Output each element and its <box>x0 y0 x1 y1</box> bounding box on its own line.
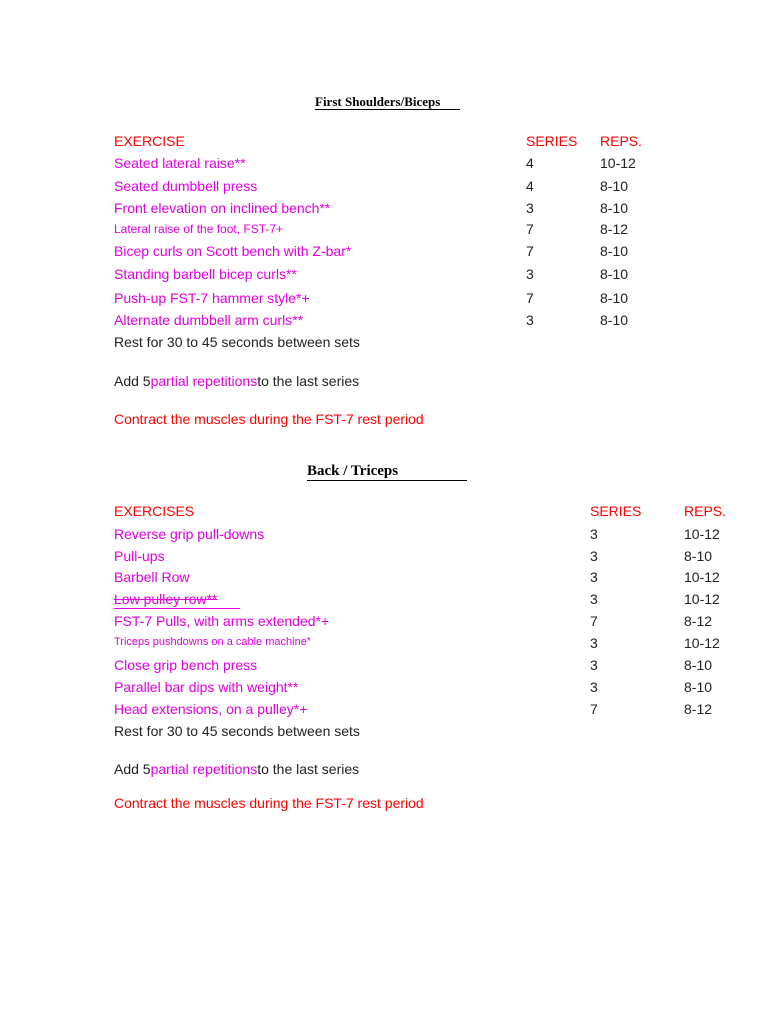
add-note-suffix: to the last series <box>257 761 360 777</box>
table-row-reps: 8-10 <box>600 200 629 216</box>
table-row-series: 3 <box>590 569 598 585</box>
section2-title: Back / Triceps <box>307 464 467 481</box>
table-row-exercise: Lateral raise of the foot, FST-7+ <box>114 222 284 236</box>
table-row-reps: 8-10 <box>684 679 713 695</box>
table-row-reps: 8-10 <box>600 178 629 194</box>
table-row-exercise: Head extensions, on a pulley*+ <box>114 701 308 717</box>
table-row-series: 4 <box>526 178 534 194</box>
section1-header-series: SERIES <box>526 133 578 149</box>
table-row-series: 4 <box>526 155 534 171</box>
table-row-exercise: Alternate dumbbell arm curls** <box>114 312 304 328</box>
section1-add-note <box>114 374 359 388</box>
table-row-reps: 8-10 <box>600 266 629 282</box>
table-row-reps: 10-12 <box>684 526 720 542</box>
table-row-reps: 10-12 <box>684 591 720 607</box>
section1-contract-note: Contract the muscles during the FST-7 rest period <box>114 411 424 427</box>
table-row-series: 7 <box>526 221 534 237</box>
table-row-reps: 8-10 <box>684 657 713 673</box>
table-row-reps: 8-10 <box>600 290 629 306</box>
table-row-series: 3 <box>590 526 598 542</box>
table-row-series: 7 <box>590 701 598 717</box>
table-row-reps: 8-12 <box>600 221 629 237</box>
table-row-series: 3 <box>526 266 534 282</box>
table-row-exercise: Bicep curls on Scott bench with Z-bar* <box>114 243 352 259</box>
add-note-prefix: Add 5 <box>114 761 151 777</box>
table-row-series: 3 <box>526 312 534 328</box>
table-row-series: 7 <box>526 243 534 259</box>
add-note-prefix: Add 5 <box>114 373 151 389</box>
table-row-reps: 8-10 <box>684 548 713 564</box>
section2-header-reps: REPS. <box>684 503 727 519</box>
section1-rest-note: Rest for 30 to 45 seconds between sets <box>114 334 360 350</box>
table-row-series: 7 <box>590 613 598 629</box>
table-row-reps: 8-12 <box>684 613 713 629</box>
table-row-exercise: FST-7 Pulls, with arms extended*+ <box>114 613 330 629</box>
add-note-highlight: partial repetitions <box>150 373 258 389</box>
table-row-exercise: Reverse grip pull-downs <box>114 526 265 542</box>
table-row-series: 3 <box>590 657 598 673</box>
table-row-reps: 10-12 <box>684 635 720 651</box>
section2-header-series: SERIES <box>590 503 642 519</box>
table-row-series: 3 <box>590 591 598 607</box>
section2-rest-note: Rest for 30 to 45 seconds between sets <box>114 723 360 739</box>
table-row-reps: 10-12 <box>684 569 720 585</box>
struck-exercise-text: Low pulley row** <box>114 591 240 609</box>
section2-contract-note: Contract the muscles during the FST-7 rest period <box>114 795 424 811</box>
section2-header-exercise: EXERCISES <box>114 503 195 519</box>
table-row-series: 3 <box>590 548 598 564</box>
table-row-exercise: Barbell Row <box>114 569 190 585</box>
table-row-reps: 8-10 <box>600 243 629 259</box>
table-row-exercise: Standing barbell bicep curls** <box>114 266 297 282</box>
table-row-series: 3 <box>526 200 534 216</box>
table-row-exercise: Seated lateral raise** <box>114 155 246 171</box>
table-row-exercise: Seated dumbbell press <box>114 178 258 194</box>
add-note-suffix: to the last series <box>257 373 360 389</box>
table-row-exercise: Parallel bar dips with weight** <box>114 679 299 695</box>
table-row-series: 3 <box>590 635 598 651</box>
table-row-exercise: Close grip bench press <box>114 657 258 673</box>
exercise-mark: * <box>306 636 311 647</box>
table-row-reps: 10-12 <box>600 155 636 171</box>
table-row-exercise <box>114 637 311 648</box>
table-row-exercise: Push-up FST-7 hammer style*+ <box>114 290 310 306</box>
section1-header-exercise: EXERCISE <box>114 133 185 149</box>
table-row-reps: 8-12 <box>684 701 713 717</box>
section1-title: First Shoulders/Biceps <box>315 95 460 110</box>
table-row-exercise: Pull-ups <box>114 548 165 564</box>
table-row-series: 7 <box>526 290 534 306</box>
exercise-text: Triceps pushdowns on a cable machine <box>114 636 307 648</box>
table-row-series: 3 <box>590 679 598 695</box>
table-row-exercise-struck <box>114 592 240 606</box>
add-note-highlight: partial repetitions <box>150 761 258 777</box>
table-row-reps: 8-10 <box>600 312 629 328</box>
section1-header-reps: REPS. <box>600 133 643 149</box>
section2-add-note <box>114 762 359 776</box>
table-row-exercise: Front elevation on inclined bench** <box>114 200 331 216</box>
